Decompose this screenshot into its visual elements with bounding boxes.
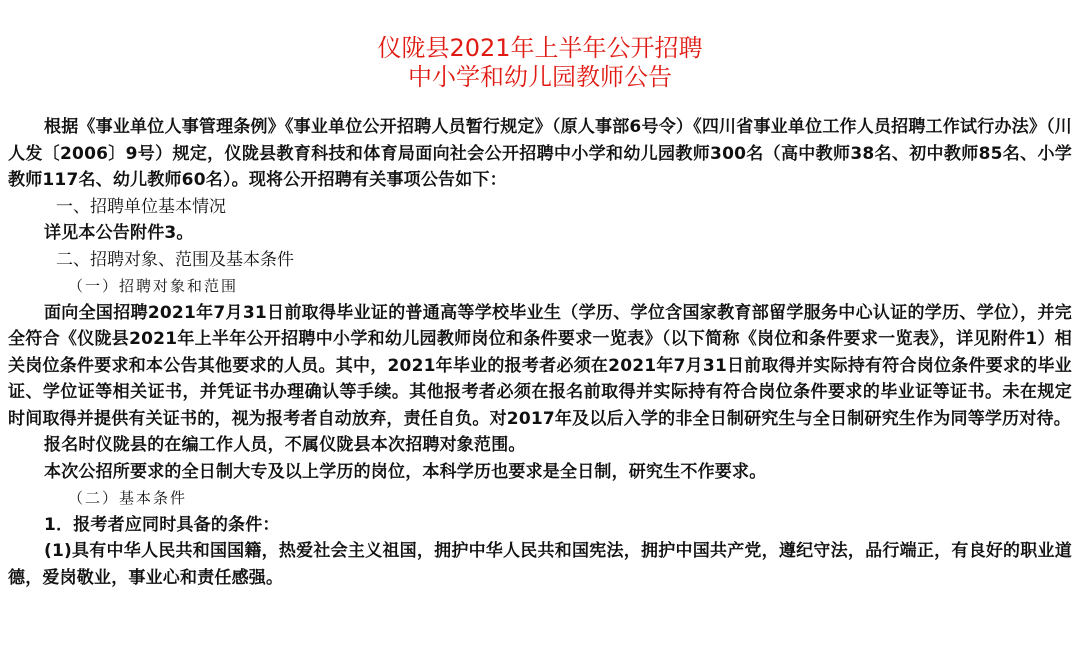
section-1-heading: 一、招聘单位基本情况 (56, 196, 226, 217)
subsection-2-heading: （二）基本条件 (68, 489, 188, 507)
item-1-heading: 1．报考者应同时具备的条件： (44, 514, 280, 535)
title-line-2: 中小学和幼儿园教师公告 (408, 63, 672, 91)
title-line-1: 仪陇县2021年上半年公开招聘 (377, 34, 703, 62)
section-2-heading: 二、招聘对象、范围及基本条件 (56, 249, 294, 270)
document-title (8, 0, 1072, 92)
intro-paragraph: 根据《事业单位人事管理条例》《事业单位公开招聘人员暂行规定》（原人事部6号令）《四川省事业单位工作人员招聘工作试行办法》（川人发〔2006〕9号）规定，仪陇县教育科技和体育局面向社会公开招聘中小学和幼儿园教师300名（高中教师38名、初中教师85名、小学教师117名、幼儿教师60名）。现将公开招聘有关事项公告如下： (8, 117, 1072, 190)
subsection-1-paragraph-3: 本次公招所要求的全日制大专及以上学历的岗位，本科学历也要求是全日制，研究生不作要求。 (44, 461, 767, 482)
subsection-1-heading: （一）招聘对象和范围 (68, 277, 239, 295)
section-1-body: 详见本公告附件3。 (44, 223, 194, 243)
subsection-1-paragraph-2: 报名时仪陇县的在编工作人员，不属仪陇县本次招聘对象范围。 (44, 435, 526, 455)
item-1-1-paragraph: (1)具有中华人民共和国国籍，热爱社会主义祖国，拥护中华人民共和国宪法，拥护中国共产党，遵纪守法，品行端正，有良好的职业道德，爱岗敬业，事业心和责任感强。 (8, 541, 1072, 588)
subsection-1-paragraph-1: 面向全国招聘2021年7月31日前取得毕业证的普通高等学校毕业生（学历、学位含国家教育部留学服务中心认证的学历、学位），并完全符合《仪陇县2021年上半年公开招聘中小学和幼儿园教师岗位和条件要求一览表》（以下简称《岗位和条件要求一览表》，详见附件1）相关岗位条件要求和本公告其他要求的人员。其中，2021年毕业的报考者必须在2021年7月31日前取得并实际持有符合岗位条件要求的毕业证、学位证等相关证书，并凭证书办理确认等手续。其他报考者必须在报名前取得并实际持有符合岗位条件要求的毕业证等证书。未在规定时间取得并提供有关证书的，视为报考者自动放弃，责任自负。对2017年及以后入学的非全日制研究生与全日制研究生作为同等学历对待。 (8, 302, 1072, 429)
